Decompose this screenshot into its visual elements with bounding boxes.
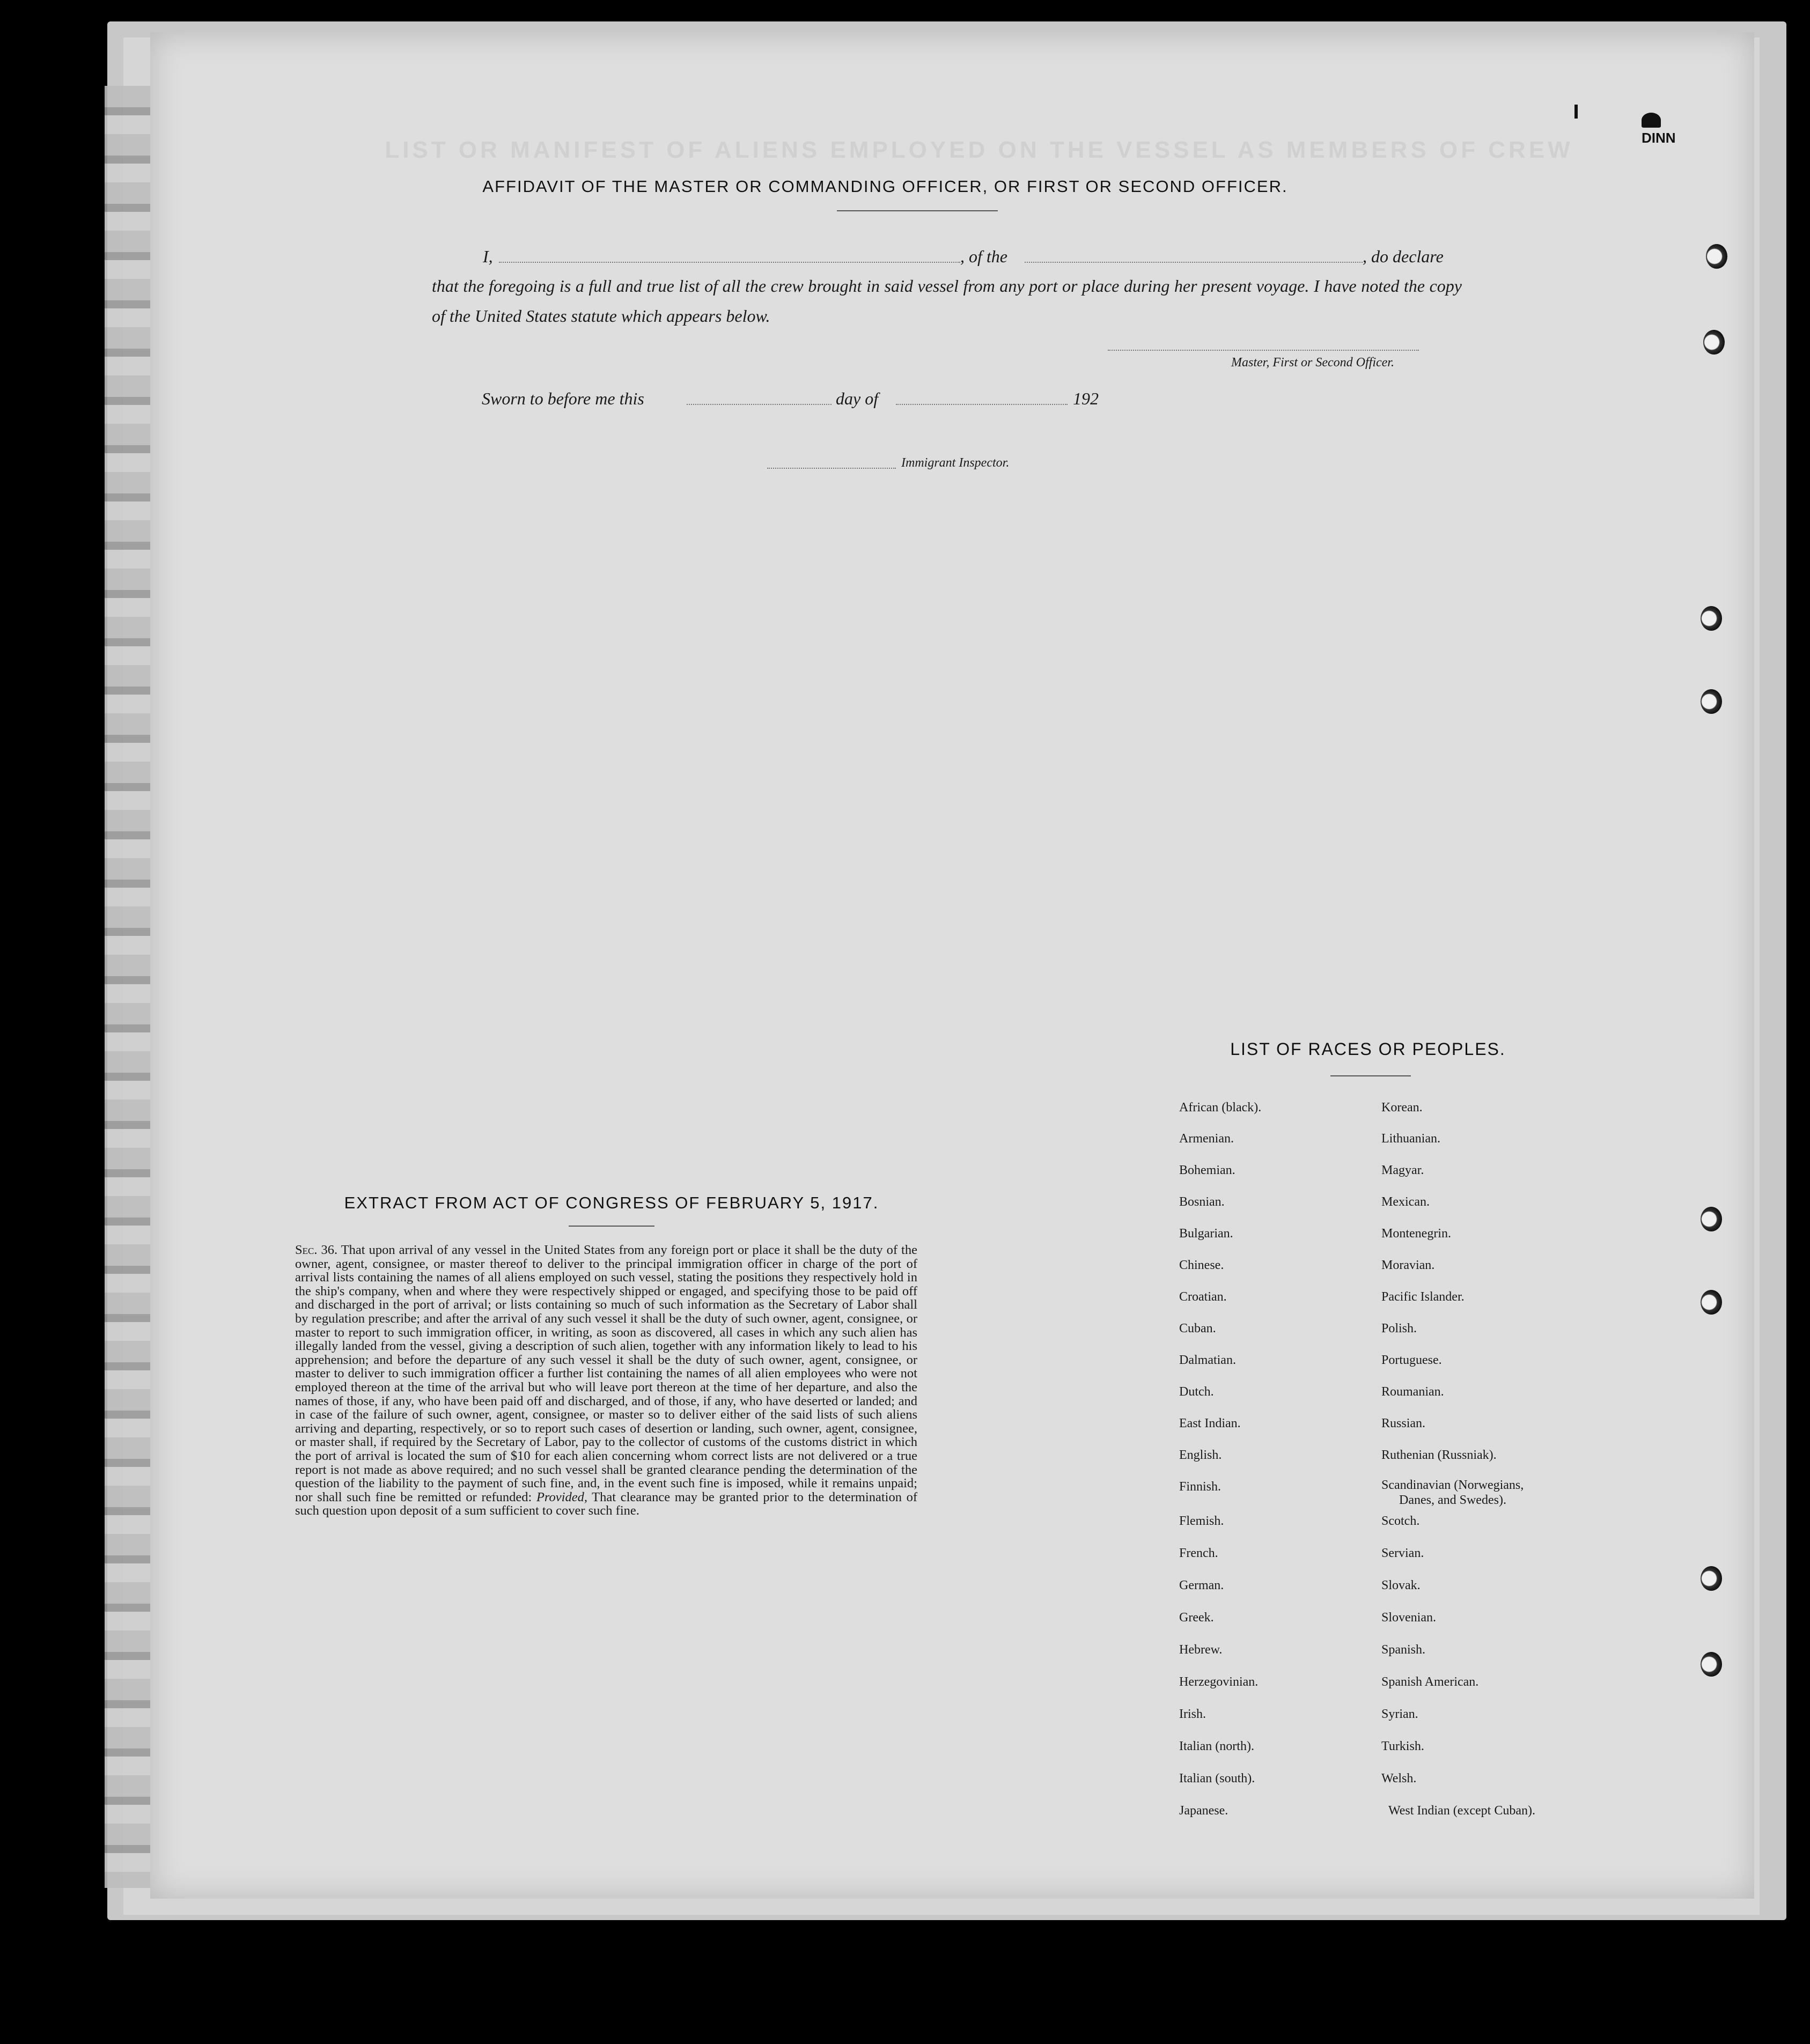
race-item: Servian. [1381, 1546, 1424, 1560]
race-item: Dalmatian. [1179, 1353, 1236, 1367]
race-item: Mexican. [1381, 1195, 1430, 1209]
title-divider [837, 210, 998, 211]
race-item: Finnish. [1179, 1480, 1222, 1494]
races-title: LIST OF RACES OR PEOPLES. [1230, 1039, 1506, 1059]
race-item: Roumanian. [1381, 1385, 1444, 1399]
race-item: Italian (south). [1179, 1772, 1255, 1785]
day-of-label: day of [836, 389, 879, 408]
race-item: Cuban. [1179, 1322, 1216, 1335]
race-item: Scotch. [1381, 1514, 1420, 1528]
binder-hole-icon [1701, 1566, 1722, 1591]
race-item: Syrian. [1381, 1707, 1418, 1721]
ink-blot-icon [1642, 113, 1661, 128]
race-item: Bohemian. [1179, 1163, 1235, 1177]
binder-hole-icon [1701, 1207, 1722, 1231]
race-item: Irish. [1179, 1707, 1206, 1721]
races-divider [1330, 1075, 1411, 1076]
declaration-text: that the foregoing is a full and true list of all the crew brought in said vessel from any port or place during her present voyage. I have noted the copy of the United States statute which appears below. [432, 276, 1462, 326]
ink-tick-mark [1574, 105, 1578, 119]
sworn-month-line[interactable] [896, 404, 1068, 405]
race-item: Korean. [1381, 1101, 1423, 1115]
torn-left-edge [105, 86, 153, 1888]
race-item: Herzegovinian. [1179, 1675, 1259, 1689]
race-item: Welsh. [1381, 1772, 1417, 1785]
inspector-label: Immigrant Inspector. [901, 456, 1010, 470]
sworn-label: Sworn to before me this [482, 389, 644, 408]
of-the-label: , of the [960, 247, 1007, 266]
race-item: Armenian. [1179, 1132, 1234, 1146]
race-item: Montenegrin. [1381, 1227, 1451, 1241]
race-item: Chinese. [1179, 1258, 1224, 1272]
year-label: 192 [1073, 389, 1099, 408]
race-item: Bulgarian. [1179, 1227, 1233, 1241]
race-item: Magyar. [1381, 1163, 1424, 1177]
race-item: Flemish. [1179, 1514, 1224, 1528]
race-item: Spanish. [1381, 1643, 1426, 1657]
bleed-through-header: LIST OR MANIFEST OF ALIENS EMPLOYED ON THE VESSEL AS MEMBERS OF CREW [385, 137, 1573, 163]
race-item: English. [1179, 1448, 1222, 1462]
race-item: Slovenian. [1381, 1611, 1436, 1625]
race-item: East Indian. [1179, 1416, 1241, 1430]
section-label: Sec. 36. [295, 1243, 338, 1257]
statute-proviso: That clearance may be granted prior to the determination of such question upon deposit of a sum sufficient to cover such fine. [295, 1489, 917, 1518]
race-item: Croatian. [1179, 1290, 1227, 1304]
race-item: Japanese. [1179, 1804, 1228, 1818]
binder-hole-icon [1701, 689, 1722, 714]
binder-hole-icon [1703, 330, 1725, 355]
binder-hole-icon [1701, 1652, 1722, 1677]
race-item: Dutch. [1179, 1385, 1214, 1399]
race-item: Turkish. [1381, 1739, 1424, 1753]
corner-stamp-text: DINN [1642, 130, 1676, 146]
binder-hole-icon [1701, 1290, 1722, 1315]
race-item: African (black). [1179, 1101, 1262, 1115]
race-item: West Indian (except Cuban). [1388, 1804, 1535, 1818]
corner-stamp [1642, 113, 1676, 146]
name-line[interactable] [499, 262, 960, 263]
affidavit-title: AFFIDAVIT OF THE MASTER OR COMMANDING OFFICER, OR FIRST OR SECOND OFFICER. [482, 177, 1288, 196]
race-item: Polish. [1381, 1322, 1417, 1335]
statute-text [295, 1243, 917, 1518]
binder-hole-icon [1701, 606, 1722, 631]
race-item: Lithuanian. [1381, 1132, 1440, 1146]
race-item: Russian. [1381, 1416, 1426, 1430]
race-item: Scandinavian (Norwegians, [1381, 1478, 1524, 1492]
race-item: Italian (north). [1179, 1739, 1254, 1753]
provided-label: Provided, [536, 1489, 587, 1504]
race-item: German. [1179, 1578, 1224, 1592]
vessel-line[interactable] [1025, 262, 1363, 263]
sworn-day-line[interactable] [687, 404, 832, 405]
race-item: Portuguese. [1381, 1353, 1442, 1367]
inspector-signature-line[interactable] [767, 468, 896, 469]
race-item: Moravian. [1381, 1258, 1435, 1272]
i-label: I, [483, 247, 493, 266]
do-declare-label: , do declare [1363, 247, 1444, 266]
extract-title: EXTRACT FROM ACT OF CONGRESS OF FEBRUARY 5, 1917. [344, 1193, 879, 1212]
race-item: Pacific Islander. [1381, 1290, 1465, 1304]
officer-signature-line[interactable] [1108, 350, 1419, 351]
statute-body: That upon arrival of any vessel in the United States from any foreign port or place it shall be the duty of the owner, agent, consignee, or master thereof to deliver to the principal immigration officer in charge of the port of arrival lists containing the names of all aliens employed on such vessel, stating the positions they respectively hold in the ship's company, when and where they were respectively shipped or engaged, and specifying those to be paid off and discharged in the port of arrival; or lists containing so much of such information as the Secretary of Labor shall by regulation prescribe; and after the arrival of any such vessel it shall be the duty of such owner, agent, consignee, or master to report to such immigration officer, in writing, as soon as discovered, all cases in which any such alien has illegally landed from the vessel, giving a description of such alien, together with any information likely to lead to his apprehension; and before the departure of any such vessel it shall be the duty of such owner, agent, consignee, or master to deliver to such immigration officer a further list containing the names of all alien employees who were not employed thereon at the time of the arrival but who will leave port thereon at the time of her departure, and also the names of those, if any, who have been paid off and discharged, and of those, if any, who have deserted or landed; and in case of the failure of such owner, agent, consignee, or master so to deliver either of the said lists of such aliens arriving and departing, respectively, or so to report such cases of desertion or landing, such owner, agent, consignee, or master shall, if required by the Secretary of Labor, pay to the collector of customs of the customs district in which the port of arrival is located the sum of $10 for each alien concerning whom correct lists are not delivered or a true report is not made as above required; and no such vessel shall be granted clearance pending the determination of the question of the liability to the payment of such fine, and, in the event such fine is imposed, while it remains unpaid; nor shall such fine be remitted or refunded: [295, 1243, 917, 1504]
race-item: French. [1179, 1546, 1218, 1560]
race-item: Bosnian. [1179, 1195, 1225, 1209]
binder-hole-icon [1706, 244, 1727, 269]
race-item: Slovak. [1381, 1578, 1421, 1592]
officer-signature-label: Master, First or Second Officer. [1231, 356, 1394, 370]
race-item: Danes, and Swedes). [1399, 1493, 1506, 1507]
extract-divider [569, 1226, 654, 1227]
race-item: Ruthenian (Russniak). [1381, 1448, 1497, 1462]
race-item: Greek. [1179, 1611, 1214, 1625]
race-item: Hebrew. [1179, 1643, 1223, 1657]
race-item: Spanish American. [1381, 1675, 1479, 1689]
